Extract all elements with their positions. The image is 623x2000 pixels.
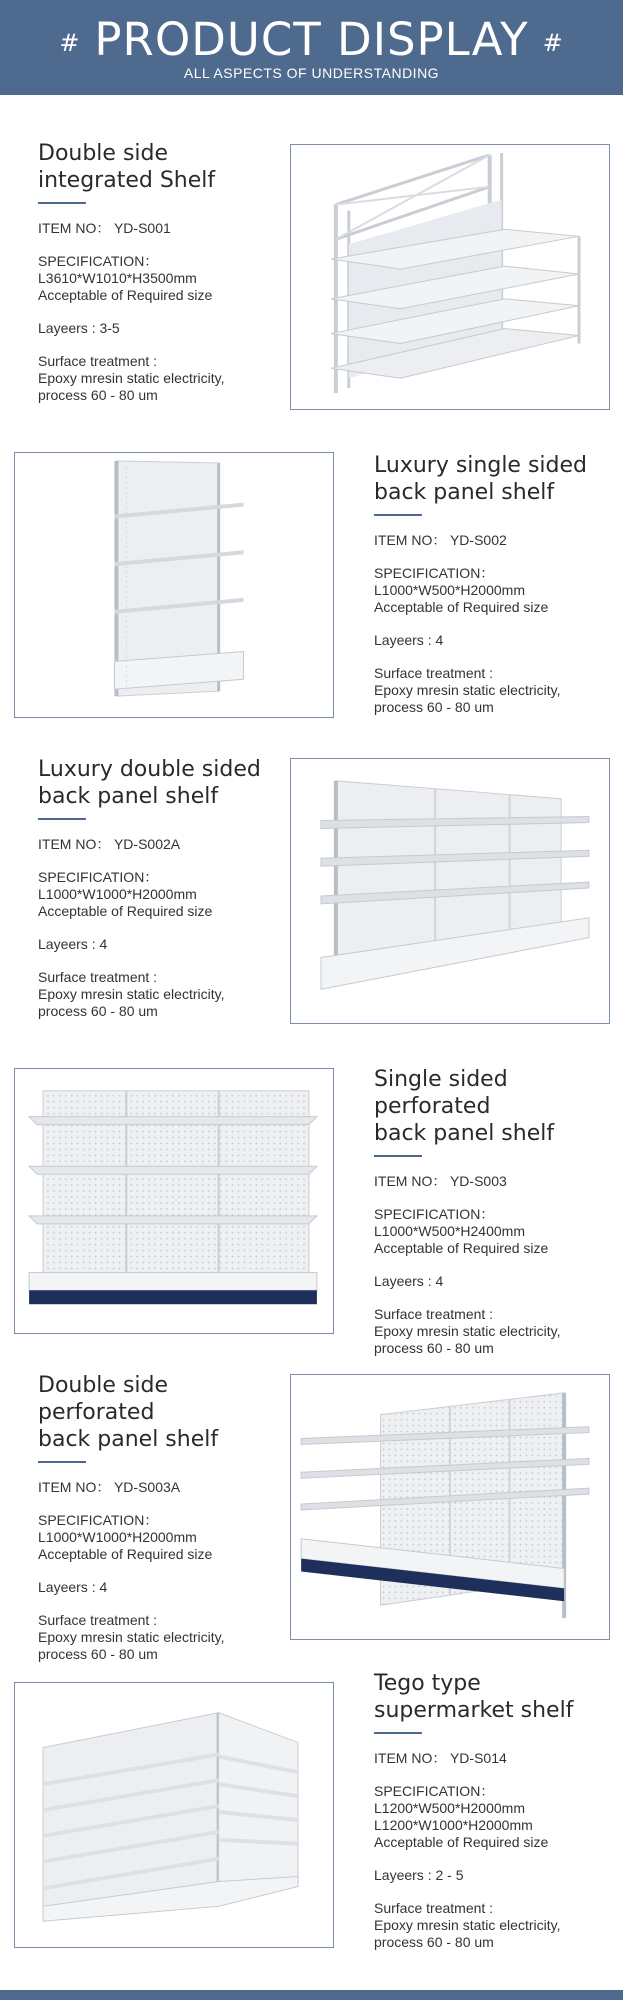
layers: Layeers : 4: [374, 1273, 444, 1289]
item-number: ITEM NO： YD-S003: [374, 1173, 507, 1189]
surface-treatment: Surface treatment : Epoxy mresin static electricity, process 60 - 80 um: [38, 969, 225, 1019]
product-title: Luxury double sided back panel shelf: [38, 757, 261, 809]
product-info: [38, 140, 288, 404]
page-subtitle: ALL ASPECTS OF UNDERSTANDING: [183, 65, 440, 81]
item-number: ITEM NO： YD-S014: [374, 1750, 507, 1766]
title-underline: [374, 1732, 422, 1734]
product-info: [374, 452, 623, 716]
title-underline: [38, 818, 86, 820]
page-title: [0, 14, 623, 69]
product-photo: [290, 758, 610, 1024]
double-sided-shelf-illustration: [291, 759, 609, 1023]
specification: SPECIFICATION： L3610*W1010*H3500mm Acceptable of Required size: [38, 253, 213, 303]
surface-treatment: Surface treatment : Epoxy mresin static electricity, process 60 - 80 um: [38, 353, 225, 403]
tego-shelf-illustration: [15, 1683, 333, 1947]
specification: SPECIFICATION： L1000*W1000*H2000mm Acceptable of Required size: [38, 1512, 213, 1562]
title-underline: [38, 1461, 86, 1463]
layers: Layeers : 4: [374, 632, 444, 648]
product-photo: [290, 1374, 610, 1640]
product-photo: [14, 1068, 334, 1334]
specification: SPECIFICATION： L1200*W500*H2000mm L1200*W1000*H2000mm Acceptable of Required size: [374, 1783, 549, 1850]
surface-treatment: Surface treatment : Epoxy mresin static electricity, process 60 - 80 um: [374, 665, 561, 715]
surface-treatment: Surface treatment : Epoxy mresin static electricity, process 60 - 80 um: [374, 1900, 561, 1950]
item-number: ITEM NO： YD-S003A: [38, 1479, 181, 1495]
product-title: Single sided perforated back panel shelf: [374, 1067, 555, 1146]
product-photo: [14, 452, 334, 718]
title-underline: [374, 1155, 422, 1157]
product-info: [38, 1372, 288, 1663]
page-header: [0, 0, 623, 95]
product-title: Luxury single sided back panel shelf: [374, 453, 587, 505]
perforated-single-shelf-illustration: [15, 1069, 333, 1333]
surface-treatment: Surface treatment : Epoxy mresin static electricity, process 60 - 80 um: [374, 1306, 561, 1356]
layers: Layeers : 4: [38, 1579, 108, 1595]
item-number: ITEM NO： YD-S002A: [38, 836, 181, 852]
product-photo: [14, 1682, 334, 1948]
specification: SPECIFICATION： L1000*W1000*H2000mm Acceptable of Required size: [38, 869, 213, 919]
page-title-text: PRODUCT DISPLAY: [94, 13, 529, 66]
layers: Layeers : 4: [38, 936, 108, 952]
surface-treatment: Surface treatment : Epoxy mresin static electricity, process 60 - 80 um: [38, 1612, 225, 1662]
specification: SPECIFICATION： L1000*W500*H2000mm Acceptable of Required size: [374, 565, 549, 615]
product-info: [374, 1670, 623, 1951]
product-title: Double side perforated back panel shelf: [38, 1373, 219, 1452]
layers: Layeers : 2 - 5: [374, 1867, 464, 1883]
title-underline: [38, 202, 86, 204]
product-info: [38, 756, 288, 1020]
item-number: ITEM NO： YD-S001: [38, 220, 171, 236]
integrated-shelf-illustration: [291, 145, 609, 409]
product-info: [374, 1066, 623, 1357]
single-sided-shelf-illustration: [15, 453, 333, 717]
product-title: Tego type supermarket shelf: [374, 1671, 574, 1723]
product-title: Double side integrated Shelf: [38, 141, 216, 193]
specification: SPECIFICATION： L1000*W500*H2400mm Acceptable of Required size: [374, 1206, 549, 1256]
hash-right: #: [542, 29, 564, 57]
product-photo: [290, 144, 610, 410]
footer-bar: [0, 1990, 623, 2000]
perforated-double-shelf-illustration: [291, 1375, 609, 1639]
layers: Layeers : 3-5: [38, 320, 120, 336]
item-number: ITEM NO： YD-S002: [374, 532, 507, 548]
title-underline: [374, 514, 422, 516]
hash-left: #: [59, 29, 81, 57]
